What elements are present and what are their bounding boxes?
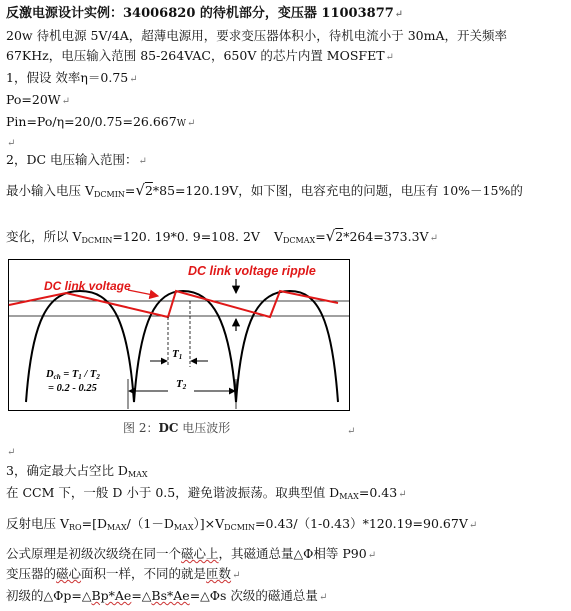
paragraph-mark: ↵ [7, 447, 16, 458]
paragraph-mark: ↵ [468, 520, 478, 531]
intro-line-1: 20w 待机电源 5V/4A，超薄电源用，要求变压器体积小，待机电流小于 30mA，开关频率 [6, 28, 507, 43]
paragraph-mark: ↵ [232, 570, 241, 581]
po-line: Po=20W↵ [6, 92, 71, 107]
section-2-title: 2，DC 电压输入范围：↵ [6, 152, 147, 167]
paragraph-mark: ↵ [129, 74, 138, 85]
dc-link-label: DC link voltage [44, 279, 131, 293]
principle-line-1: 公式原理是初级次级绕在同一个磁心上，其磁通总量△Φ相等 P90↵ [6, 546, 377, 561]
paragraph-mark: ↵ [385, 52, 394, 63]
paragraph-mark: ↵ [429, 233, 438, 244]
sqrt-symbol: √ [135, 181, 145, 199]
sqrt-symbol: √ [325, 227, 336, 245]
t1-label: T1 [172, 348, 183, 361]
principle-line-3: 初级的△Φp=△Bp*Ae=△Bs*Ae=△Φs 次级的磁通总量↵ [6, 588, 328, 603]
document-heading: 反激电源设计实例：34006820 的待机部分，变压器 11003877↵ [6, 6, 404, 21]
empty-paragraph [6, 134, 15, 152]
intro-line-2: 67KHz，电压输入范围 85-264VAC，650V 的芯片内置 MOSFET↵ [6, 48, 394, 63]
paragraph-mark: ↵ [7, 138, 16, 149]
paragraph-mark: ↵ [138, 156, 147, 167]
pin-line: Pin=Po/η=20/0.75=26.667W↵ [6, 114, 196, 129]
ccm-line: 在 CCM 下，一般 D 小于 0.5，避免谐波振荡。取典型值 $D_{MAX}=0.43↵$ [6, 485, 407, 501]
vmin-line: 最小输入电压 $V_{DCMIN}=√2*85=120.19V$，如下图，电容充电的问题，电压有 10%－15%的 [6, 181, 523, 199]
paragraph-mark: ↵ [61, 96, 71, 107]
vro-line: 反射电压 $V_{RO}=[D_{MAX}/(1-D_{MAX})]\times V_{DCMIN}=0.43/(1-0.43)*120.19=90.67V↵$ [6, 516, 478, 532]
figure-caption: 图 2：DC 电压波形 [123, 421, 231, 435]
paragraph-mark: ↵ [347, 426, 356, 437]
paragraph-mark: ↵ [367, 550, 377, 561]
paragraph-mark: ↵ [186, 118, 196, 129]
duty-cycle-formula: Dch = T1 / T2 [46, 369, 100, 381]
empty-paragraph [6, 443, 15, 461]
section-3-title: 3，确定最大占空比 $D_{MAX}$ [6, 463, 148, 479]
dc-voltage-waveform-figure [8, 259, 350, 411]
paragraph-mark: ↵ [398, 489, 407, 500]
duty-cycle-range: = 0.2 - 0.25 [48, 383, 97, 394]
paragraph-mark: ↵ [318, 592, 328, 603]
section-1-title: 1，假设 效率η＝0.75↵ [6, 70, 138, 85]
ripple-label: DC link voltage ripple [188, 264, 316, 278]
paragraph-mark: ↵ [394, 9, 404, 20]
principle-line-2: 变压器的磁心面积一样，不同的就是匝数↵ [6, 566, 241, 581]
t2-label: T2 [176, 378, 187, 391]
variation-line: 变化，所以 $V_{DCMIN}=120$. 19*0. 9=108. 2V $V_{DCMAX}=√2*264=373.3V↵$ [6, 227, 438, 245]
caption-paragraph-mark [346, 422, 355, 440]
